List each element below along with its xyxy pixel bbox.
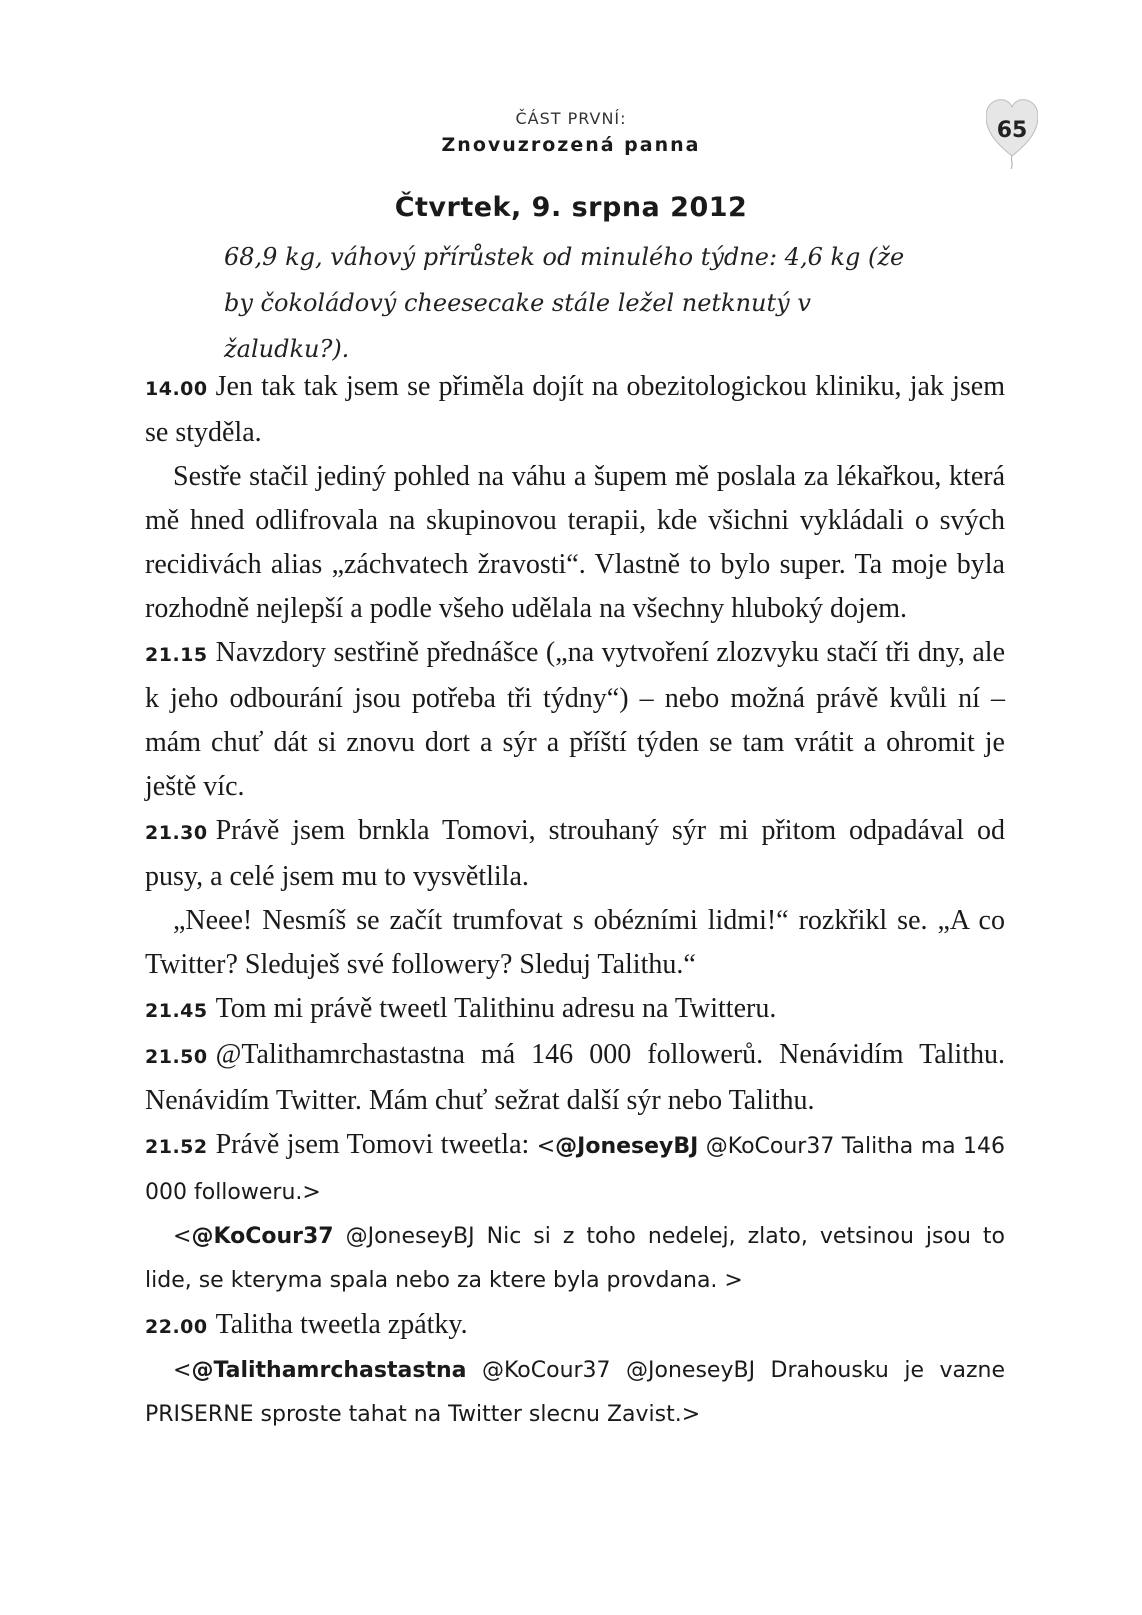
entry-text: Talitha tweetla zpátky.: [215, 1309, 468, 1340]
tweet-text: @KoCour37 @JoneseyBJ Drahousku je vazne PRISERNE sproste tahat na Twitter slecnu Zavist.>: [145, 1358, 1005, 1427]
diary-paragraph: [145, 899, 1005, 987]
entry-text: Jen tak tak jsem se přiměla dojít na obezitologickou kliniku, jak jsem se styděla.: [145, 371, 1005, 448]
entry-text: @Talithamrchastastna má 146 000 followerů. Nenávidím Talithu. Nenávidím Twitter. Mám chuť sežrat další sýr nebo Talithu.: [145, 1039, 1005, 1116]
diary-paragraph: [145, 455, 1005, 631]
entry-text: Právě jsem Tomovi tweetla:: [215, 1129, 530, 1160]
entry-time: 21.50: [145, 1046, 208, 1068]
tweet: [145, 1349, 1005, 1437]
diary-date-heading: Čtvrtek, 9. srpna 2012: [394, 192, 748, 223]
entry-time: 22.00: [145, 1316, 208, 1338]
diary-entries: [145, 365, 1005, 1437]
diary-entry: [145, 1303, 1005, 1349]
part-label: ČÁST PRVNÍ:: [515, 109, 627, 128]
entry-text: Navzdory sestřině přednášce („na vytvoření zlozvyku stačí tři dny, ale k jeho odbourání jsou potřeba tři týdny“) – nebo možná právě kvůli ní – mám chuť dát si znovu dort a sýr a příští týden se tam vrátit a ohromit je ještě víc.: [145, 637, 1005, 802]
tweet-text: @KoCour37 Talitha ma 146 000 followeru.>: [145, 1134, 1005, 1205]
entry-time: 21.45: [145, 1000, 208, 1022]
tweet-handle: @JoneseyBJ: [555, 1134, 699, 1159]
diary-entry: [145, 1033, 1005, 1123]
entry-time: 21.30: [145, 822, 208, 844]
page-number: 65: [996, 118, 1028, 143]
diary-entry: [145, 1123, 1005, 1215]
entry-time: 14.00: [145, 378, 208, 400]
entry-text: Sestře stačil jediný pohled na váhu a šupem mě poslala za lékařkou, která mě hned odlifrovala na skupinovou terapii, kde všichni vykládali o svých recidivách alias „záchvatech žravosti“. Vlastně to bylo super. Ta moje byla rozhodně nejlepší a podle všeho udělala na všechny hluboký dojem.: [145, 461, 1005, 624]
diary-entry: [145, 631, 1005, 809]
entry-time: 21.52: [145, 1136, 208, 1158]
tweet: [145, 1215, 1005, 1303]
book-title: Znovuzrozená panna: [441, 134, 701, 156]
tweet-open: <: [173, 1224, 192, 1249]
tweet-handle: @Talithamrchastastna: [191, 1358, 467, 1383]
tweet-open: <: [536, 1134, 556, 1159]
diary-entry: [145, 365, 1005, 455]
tweet-handle: @KoCour37: [191, 1224, 334, 1249]
entry-text: Tom mi právě tweetl Talithinu adresu na Twitteru.: [215, 993, 777, 1024]
tweet-text: @JoneseyBJ Nic si z toho nedelej, zlato, vetsinou jsou to lide, se kteryma spala nebo za ktere byla provdana. >: [145, 1224, 1005, 1293]
running-head: [0, 108, 1142, 158]
weight-note: 68,9 kg, váhový přírůstek od minulého týdne: 4,6 kg (že by čokoládový cheesecake stále ležel netknutý v žaludku?).: [224, 243, 905, 363]
tweet-open: <: [173, 1358, 192, 1383]
diary-entry: [145, 987, 1005, 1033]
entry-text: „Neee! Nesmíš se začít trumfovat s obézními lidmi!“ rozkřikl se. „A co Twitter? Sleduješ své followery? Sleduj Talithu.“: [145, 905, 1005, 980]
entry-text: Právě jsem brnkla Tomovi, strouhaný sýr mi přitom odpadával od pusy, a celé jsem mu to vysvětlila.: [145, 815, 1005, 892]
entry-time: 21.15: [145, 644, 208, 666]
diary-entry: [145, 809, 1005, 899]
